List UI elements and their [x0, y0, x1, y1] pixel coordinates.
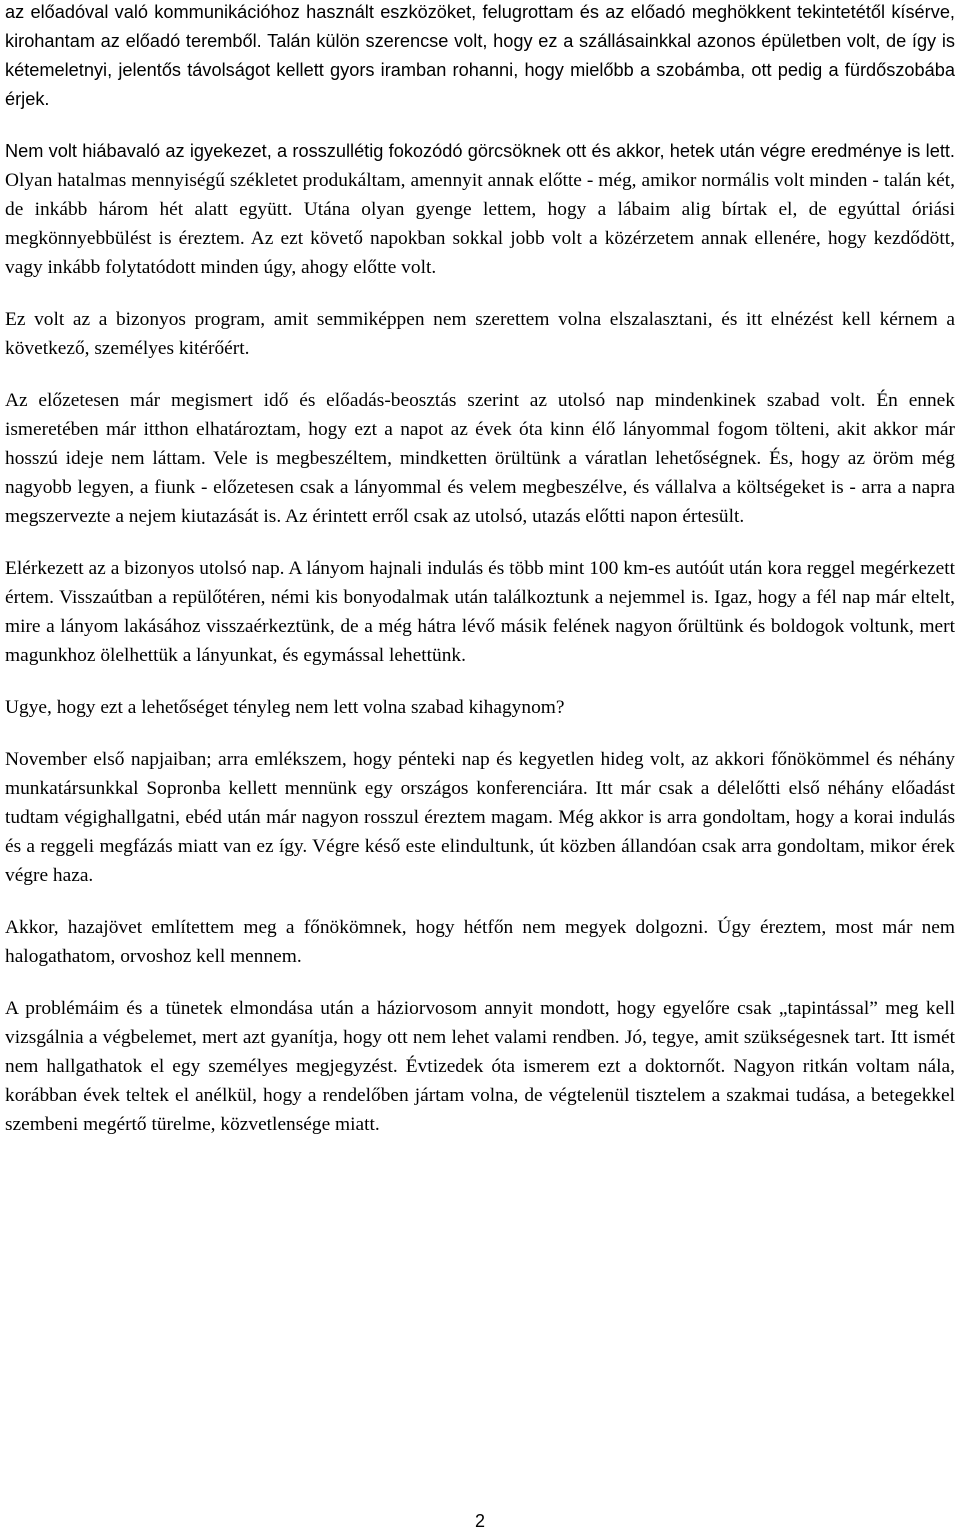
paragraph [5, 913, 955, 971]
paragraph [5, 994, 955, 1139]
paragraph-text: Elérkezett az a bizonyos utolsó nap. A lányom hajnali indulás és több mint 100 km-es autóút után kora reggel megérkezett értem. Visszaútban a repülőtéren, némi kis bonyodalmak után találkoztunk a nejemmel is. Igaz, hogy a fél nap már eltelt, mire a lányom lakásához visszaérkeztünk, de a még hátra lévő másik felének nagyon őrültünk és boldogok voltunk, mert magunkhoz ölelhettük a lányunkat, és egymással lehettünk. [5, 558, 955, 666]
paragraph-text: Olyan hatalmas mennyiségű székletet produkáltam, amennyit annak előtte - még, amikor normális volt minden - talán két, de inkább három hét alatt együtt. Utána olyan gyenge lettem, hogy a lábaim alig bírtak el, de egyúttal óriási megkönnyebbülést is éreztem. Az ezt követő napokban sokkal jobb volt a közérzetem annak ellenére, hogy kezdődött, vagy inkább folytatódott minden úgy, ahogy előtte volt. [5, 170, 955, 278]
paragraph [5, 386, 955, 531]
paragraph-text: A problémáim és a tünetek elmondása után a háziorvosom annyit mondott, hogy egyelőre csak „tapintással” meg kell vizsgálnia a végbelemet, mert azt gyanítja, hogy ott nem lehet valami rendben. Jó, tegye, amit szükségesnek tart. Itt ismét nem hallgathatok el egy személyes megjegyzést. Évtizedek óta ismerem ezt a doktornőt. Nagyon ritkán voltam nála, korábban évek teltek el anélkül, hogy a rendelőben jártam volna, de végtelenül tisztelem a szakmai tudása, a betegekkel szembeni megértő türelme, közvetlensége miatt. [5, 998, 955, 1135]
paragraph-text: az előadóval való kommunikációhoz használt eszközöket, felugrottam és az előadó meghökkent tekintetétől kísérve, kirohantam az előadó teremből. Talán külön szerencse volt, hogy ez a szállásainkkal azonos épületben volt, de így is kétemeletnyi, jelentős távolságot kellett gyors iramban rohanni, hogy mielőbb a szobámba, ott pedig a fürdőszobába érjek. [5, 2, 955, 109]
paragraph [5, 693, 955, 722]
paragraph-text: Az előzetesen már megismert idő és előadás-beosztás szerint az utolsó nap mindenkinek szabad volt. Én ennek ismeretében már itthon elhatároztam, hogy ezt a napot az évek óta kinn élő lányommal fogom tölteni, akit akkor már hosszú ideje nem láttam. Vele is megbeszéltem, mindketten örültünk a váratlan lehetőségnek. És, hogy az öröm még nagyobb legyen, a fiunk - előzetesen csak a lányommal és velem megbeszélve, és vállalva a költségeket is - arra a napra megszervezte a nejem kiutazását is. Az érintett erről csak az utolsó, utazás előtti napon értesült. [5, 390, 955, 527]
paragraph-text: Nem volt hiábavaló az igyekezet, a rosszullétig fokozódó görcsöknek ott és akkor, hetek után végre eredménye is lett. [5, 141, 955, 161]
document-body [5, 0, 955, 1162]
page-number: 2 [474, 1511, 485, 1531]
paragraph [5, 305, 955, 363]
paragraph [5, 137, 955, 282]
paragraph-text: Ugye, hogy ezt a lehetőséget tényleg nem lett volna szabad kihagynom? [5, 697, 565, 718]
paragraph [5, 0, 955, 114]
paragraph-text: Akkor, hazajövet említettem meg a főnökömnek, hogy hétfőn nem megyek dolgozni. Úgy éreztem, most már nem halogathatom, orvoshoz kell mennem. [5, 917, 955, 967]
paragraph [5, 554, 955, 670]
paragraph-text: November első napjaiban; arra emlékszem, hogy pénteki nap és kegyetlen hideg volt, az akkori főnökömmel és néhány munkatársunkkal Sopronba kellett mennünk egy országos konferenciára. Itt már csak a délelőtti első néhány előadást tudtam végighallgatni, ebéd után már nagyon rosszul éreztem magam. Még akkor is arra gondoltam, hogy a korai indulás és a reggeli megfázás miatt van ez így. Végre késő este elindultunk, út közben állandóan csak arra gondoltam, mikor érek végre haza. [5, 749, 955, 886]
paragraph-text: Ez volt az a bizonyos program, amit semmiképpen nem szerettem volna elszalasztani, és itt elnézést kell kérnem a következő, személyes kitérőért. [5, 309, 955, 359]
paragraph [5, 745, 955, 890]
